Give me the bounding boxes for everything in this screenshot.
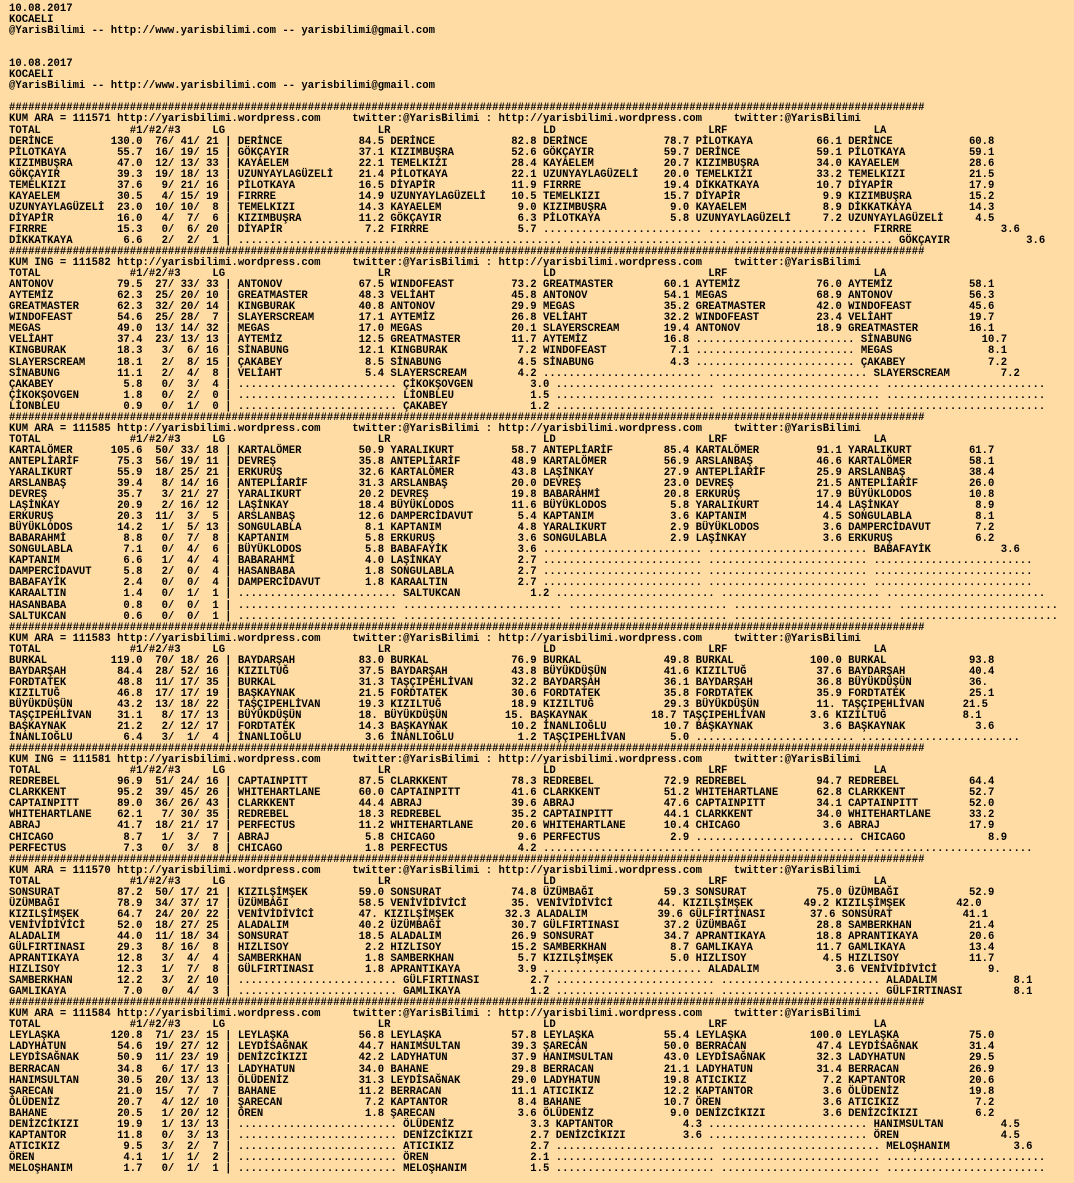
report-line: KIZIMBUŞRA 47.0 12/ 13/ 33 | KAYAELEM 22.1 TEMELKIZI 28.4 KAYAELEM 20.7 KIZIMBUŞRA 34.0 KAYAELEM 28.6 [9,157,995,170]
report-line: LEYLAŞKA 120.8 71/ 23/ 15 | LEYLAŞKA 56.8 LEYLAŞKA 57.8 LEYLAŞKA 55.4 LEYLAŞKA 100.0 LEYLAŞKA 75.0 [9,1030,995,1043]
report-line: KUM ARA = 111584 http://yarisbilimi.wordpress.com twitter:@YarisBilimi : http://yarisbilimi.wordpress.com twitter:@YarisBilimi [9,1008,861,1021]
report-line: KUM ARA = 111570 http://yarisbilimi.wordpress.com twitter:@YarisBilimi : http://yarisbilimi.wordpress.com twitter:@YarisBilimi [9,864,861,877]
report-line: DİYAPİR 16.0 4/ 7/ 6 | KIZIMBUŞRA 11.2 GÖKÇAYIR 6.3 PİLOTKAYA 5.8 UZUNYAYLAGÜZELİ 7.2 UZUNYAYLAGÜZELİ 4.5 [9,212,995,225]
report-line: BAŞKAYNAK 21.2 2/ 12/ 17 | FORDTATEK 14.3 BAŞKAYNAK 10.2 İNANLIOĞLU 10.7 BAŞKAYNAK 3.6 BAŞKAYNAK 3.6 [9,721,995,734]
report-line: LEYDİSAĞNAK 50.9 11/ 23/ 19 | DENİZCİKIZI 42.2 LADYHATUN 37.9 HANIMSULTAN 43.0 LEYDİSAĞNAK 32.3 LADYHATUN 29.5 [9,1052,995,1065]
report-line: BÜYÜKLODOS 14.2 1/ 5/ 13 | SONGULABLA 8.1 KAPTANIM 4.8 YARALIKURT 2.9 BÜYÜKLODOS 3.6 DAMPERCİDAVUT 7.2 [9,522,995,535]
report-line: ARSLANBAŞ 39.4 8/ 14/ 16 | ANTEPLİARİF 31.3 ARSLANBAŞ 20.0 DEVREŞ 23.0 DEVREŞ 21.5 ANTEPLİARİF 26.0 [9,478,995,491]
report-line: ################################################################################################################################################ [9,411,925,424]
report-line: BABARAHMİ 8.8 0/ 7/ 8 | KAPTANIM 5.8 ERKURUŞ 3.6 SONGULABLA 2.9 LAŞİNKAY 3.6 ERKURUŞ 6.2 [9,533,995,546]
report-line: TOTAL #1/#2/#3 LG LR LD LRF LA [9,765,887,778]
report-line: HASANBABA 0.8 0/ 0/ 1 | ......................... ......................... ......................... ......................... ......................... [9,599,1058,612]
report-line: 10.08.2017 [9,3,73,15]
report-line: ################################################################################################################################################ [9,102,925,115]
report-line: KUM ARA = 111571 http://yarisbilimi.wordpress.com twitter:@YarisBilimi : http://yarisbilimi.wordpress.com twitter:@YarisBilimi [9,113,861,126]
report-line: TOTAL #1/#2/#3 LG LR LD LRF LA [9,124,887,137]
report-line: ALADALIM 44.0 11/ 18/ 34 | SONSURAT 18.5 ALADALIM 26.9 SONSURAT 34.7 APRANTIKAYA 18.8 APRANTIKAYA 20.6 [9,930,995,943]
report-line: @YarisBilimi -- http://www.yarisbilimi.com -- yarisbilimi@gmail.com [9,80,435,93]
report-line: 10.08.2017 [9,58,73,71]
report-line: ÜZÜMBAĞI 78.9 34/ 37/ 17 | ÜZÜMBAĞI 58.5 VENİVİDİVİCİ 35. VENİVİDİVİCİ 44. KIZILŞİMŞEK 49.2 KIZILŞİMŞEK 42.0 [9,897,982,910]
report-line: DEVREŞ 35.7 3/ 21/ 27 | YARALIKURT 20.2 DEVREŞ 19.8 BABARAHMİ 20.8 ERKURUŞ 17.9 BÜYÜKLODOS 10.8 [9,489,995,502]
report-line: FIRRRE 15.3 0/ 6/ 20 | DİYAPİR 7.2 FIRRRE 5.7 ......................... ......................... FIRRRE 3.6 [9,223,1020,236]
report-line: REDREBEL 96.9 51/ 24/ 16 | CAPTAINPITT 87.5 CLARKKENT 78.3 REDREBEL 72.9 REDREBEL 94.7 REDREBEL 64.4 [9,776,995,789]
report-line: ŞARECAN 21.0 15/ 7/ 7 | BAHANE 11.2 BERRACAN 11.1 ATICIKIZ 12.2 KAPTANTOR 3.6 ÖLÜDENİZ 19.8 [9,1085,995,1098]
report-line: LİONBLEU 0.9 0/ 1/ 0 | ......................... ÇAKABEY 1.2 ......................... ......................... ......................... [9,400,1046,413]
report-line: DAMPERCİDAVUT 5.8 2/ 0/ 4 | HASANBABA 1.8 SONGULABLA 2.7 ......................... ......................... ......................... [9,566,1033,579]
report-line: ################################################################################################################################################ [9,853,925,866]
report-line: LADYHATUN 54.6 19/ 27/ 12 | LEYDİSAĞNAK 44.7 HANIMSULTAN 39.3 ŞARECAN 50.0 BERRACAN 47.4 LEYDİSAĞNAK 31.4 [9,1041,995,1054]
report-line: SLAYERSCREAM 18.1 2/ 8/ 15 | ÇAKABEY 8.5 SİNABUNG 4.5 SİNABUNG 4.3 ......................... ÇAKABEY 7.2 [9,356,1008,369]
report-line: KUM ARA = 111585 http://yarisbilimi.wordpress.com twitter:@YarisBilimi : http://yarisbilimi.wordpress.com twitter:@YarisBilimi [9,422,861,435]
report-line: KUM ING = 111581 http://yarisbilimi.wordpress.com twitter:@YarisBilimi : http://yarisbilimi.wordpress.com twitter:@YarisBilimi [9,754,861,767]
report-line: UZUNYAYLAGÜZELİ 23.0 10/ 10/ 8 | TEMELKIZI 14.3 KAYAELEM 9.0 KIZIMBUŞRA 9.0 KAYAELEM 8.9 DİKKATKAYA 14.3 [9,201,995,214]
report-line: ################################################################################################################################################ [9,621,925,634]
report-line: @YarisBilimi -- http://www.yarisbilimi.com -- yarisbilimi@gmail.com [9,25,435,38]
report-line: ÇAKABEY 5.8 0/ 3/ 4 | ......................... ÇİKOKŞOVGEN 3.0 ......................... ......................... ......................... [9,378,1046,391]
report-line: GÖKÇAYIR 39.3 19/ 18/ 13 | UZUNYAYLAGÜZELİ 21.4 PİLOTKAYA 22.1 UZUNYAYLAGÜZELİ 20.0 TEMELKIZI 33.2 TEMELKIZI 21.5 [9,168,995,181]
report-line: İNANLIOĞLU 6.4 3/ 1/ 4 | İNANLIOĞLU 3.6 İNANLIOĞLU 1.2 TAŞÇIPEHLİVAN 5.0 ......................... ......................... [9,732,1020,745]
report-line: ################################################################################################################################################ [9,743,925,756]
report-line: AYTEMİZ 62.3 25/ 20/ 10 | GREATMASTER 48.3 VELİAHT 45.8 ANTONOV 54.1 MEGAS 68.9 ANTONOV 56.3 [9,290,995,303]
report-line: CLARKKENT 95.2 39/ 45/ 26 | WHITEHARTLANE 60.0 CAPTAINPITT 41.6 CLARKKENT 51.2 WHITEHARTLANE 62.8 CLARKKENT 52.7 [9,787,995,800]
report-line: ÖREN 4.1 1/ 1/ 2 | ......................... ÖREN 2.1 ......................... ......................... ......................... [9,1151,1046,1164]
report-line: TOTAL #1/#2/#3 LG LR LD LRF LA [9,643,887,656]
report-line: GREATMASTER 62.3 32/ 20/ 14 | KINGBURAK 40.8 ANTONOV 29.9 MEGAS 35.2 GREATMASTER 42.0 WINDOFEAST 45.6 [9,301,995,314]
report-line: APRANTIKAYA 12.8 3/ 4/ 4 | SAMBERKHAN 1.8 SAMBERKHAN 5.7 KIZILŞİMŞEK 5.0 HIZLISOY 4.5 HIZLISOY 11.7 [9,953,995,966]
report-line: BURKAL 119.0 70/ 18/ 26 | BAYDARŞAH 83.0 BURKAL 76.9 BURKAL 49.8 BURKAL 100.0 BURKAL 93.8 [9,654,995,667]
report-line: LAŞİNKAY 20.9 2/ 16/ 12 | LAŞİNKAY 18.4 BÜYÜKLODOS 11.6 BÜYÜKLODOS 5.8 YARALIKURT 14.4 LAŞİNKAY 8.9 [9,500,995,513]
report-line: ÖLÜDENİZ 20.7 4/ 12/ 10 | ŞARECAN 7.2 KAPTANTOR 8.4 BAHANE 10.7 ÖREN 3.6 ATICIKIZ 7.2 [9,1096,995,1109]
report-line: ERKURUŞ 20.3 11/ 3/ 5 | ARSLANBAŞ 12.6 DAMPERCİDAVUT 5.4 KAPTANIM 3.6 KAPTANIM 4.5 SONGULABLA 8.1 [9,511,995,524]
report-line: MEGAS 49.0 13/ 14/ 32 | MEGAS 17.0 MEGAS 20.1 SLAYERSCREAM 19.4 ANTONOV 18.9 GREATMASTER 16.1 [9,323,995,336]
report-line [9,37,1074,48]
report-line: TEMELKIZI 37.6 9/ 21/ 16 | PİLOTKAYA 16.5 DİYAPİR 11.9 FIRRRE 19.4 DİKKATKAYA 10.7 DİYAPİR 17.9 [9,179,995,192]
report-line: BERRACAN 34.8 6/ 17/ 13 | LADYHATUN 34.0 BAHANE 29.8 BERRACAN 21.1 LADYHATUN 31.4 BERRACAN 26.9 [9,1063,995,1076]
report-line: YARALIKURT 55.9 18/ 25/ 21 | ERKURUŞ 32.6 KARTALÖMER 43.8 LAŞİNKAY 27.9 ANTEPLİARİF 25.9 ARSLANBAŞ 38.4 [9,466,995,479]
report-line: GÜLFIRTINASI 29.3 8/ 16/ 8 | HIZLISOY 2.2 HIZLISOY 15.2 SAMBERKHAN 8.7 GAMLIKAYA 11.7 GAMLIKAYA 13.4 [9,941,995,954]
report-line: TOTAL #1/#2/#3 LG LR LD LRF LA [9,875,887,888]
report-line: ANTEPLİARİF 75.3 56/ 19/ 11 | DEVREŞ 35.8 ANTEPLİARİF 48.9 KARTALÖMER 56.9 ARSLANBAŞ 46.6 KARTALÖMER 58.1 [9,455,995,468]
report-line: DERİNCE 130.0 76/ 41/ 21 | DERİNCE 84.5 DERİNCE 82.8 DERİNCE 78.7 PİLOTKAYA 66.1 DERİNCE 60.8 [9,135,995,148]
report-line: CAPTAINPITT 89.0 36/ 26/ 43 | CLARKKENT 44.4 ABRAJ 39.6 ABRAJ 47.6 CAPTAINPITT 34.1 CAPTAINPITT 52.0 [9,798,995,811]
report-line: HIZLISOY 12.3 1/ 7/ 8 | GÜLFIRTINASI 1.8 APRANTIKAYA 3.9 ......................... ALADALIM 3.6 VENİVİDİVİCİ 9. [9,964,1001,977]
report-line: VENİVİDİVİCİ 52.0 18/ 27/ 25 | ALADALIM 40.2 ÜZÜMBAĞI 30.7 GÜLFIRTINASI 37.2 ÜZÜMBAĞI 28.8 SAMBERKHAN 21.4 [9,919,995,932]
report-line: DENİZCİKIZI 19.9 1/ 13/ 13 | ......................... ÖLÜDENİZ 3.3 KAPTANTOR 4.3 ......................... HANIMSULTAN 4.5 [9,1118,1020,1131]
report-line: SAMBERKHAN 12.2 3/ 2/ 10 | ......................... GÜLFIRTINASI 2.7 ......................... ......................... ALADALIM 8.1 [9,975,1033,988]
report-line: KAPTANTOR 11.8 0/ 3/ 13 | ......................... DENİZCİKIZI 2.7 DENİZCİKIZI 3.6 ......................... ÖREN 4.5 [9,1129,1020,1142]
report-line: VELİAHT 37.4 23/ 13/ 13 | AYTEMİZ 12.5 GREATMASTER 11.7 AYTEMİZ 16.8 ......................... SİNABUNG 10.7 [9,334,1008,347]
report-line: WHITEHARTLANE 62.1 7/ 30/ 35 | REDREBEL 18.3 REDREBEL 35.2 CAPTAINPITT 44.1 CLARKKENT 34.0 WHITEHARTLANE 33.2 [9,809,995,822]
report-line: SİNABUNG 11.1 2/ 4/ 8 | VELİAHT 5.4 SLAYERSCREAM 4.2 ......................... ......................... SLAYERSCREAM 7.2 [9,367,1020,380]
report-line: KINGBURAK 18.3 3/ 6/ 16 | SİNABUNG 12.1 KINGBURAK 7.2 WINDOFEAST 7.1 ......................... MEGAS 8.1 [9,345,1008,358]
report-line: BÜYÜKDÜŞÜN 43.2 13/ 18/ 22 | TAŞÇIPEHLİVAN 19.3 KIZILTUĞ 18.9 KIZILTUĞ 29.3 BÜYÜKDÜŞÜN 11. TAŞÇIPEHLİVAN 21.5 [9,698,989,711]
report-line: KAPTANIM 6.6 1/ 4/ 4 | BABARAHMİ 4.0 LAŞİNKAY 2.7 ......................... ......................... ......................... [9,555,1033,568]
report-line: KIZILŞİMŞEK 64.7 24/ 20/ 22 | VENİVİDİVİCİ 47. KIZILŞİMŞEK 32.3 ALADALIM 39.6 GÜLFIRTINASI 37.6 SONSURAT 41.1 [9,908,989,921]
report-line: ################################################################################################################################################ [9,246,925,259]
report-line: KOCAELI [9,69,54,82]
report-line: SALTUKCAN 0.6 0/ 0/ 1 | ......................... ......................... ......................... ......................... ......................... [9,610,1058,623]
report-line: KUM ING = 111582 http://yarisbilimi.wordpress.com twitter:@YarisBilimi : http://yarisbilimi.wordpress.com twitter:@YarisBilimi [9,257,861,270]
report-line: PİLOTKAYA 55.7 16/ 19/ 15 | GÖKÇAYIR 37.1 KIZIMBUŞRA 52.6 GÖKÇAYIR 59.7 DERİNCE 59.1 PİLOTKAYA 59.1 [9,146,995,159]
report-line: WINDOFEAST 54.6 25/ 28/ 7 | SLAYERSCREAM 17.1 AYTEMİZ 26.8 VELİAHT 32.2 WINDOFEAST 23.4 VELİAHT 19.7 [9,312,995,325]
report-line: HANIMSULTAN 30.5 20/ 13/ 13 | ÖLÜDENİZ 31.3 LEYDİSAĞNAK 29.0 LADYHATUN 19.8 ATICIKIZ 7.2 KAPTANTOR 20.6 [9,1074,995,1087]
report-line: BAYDARŞAH 84.4 28/ 52/ 16 | KIZILTUĞ 37.5 BAYDARŞAH 43.8 BÜYÜKDÜŞÜN 41.6 KIZILTUĞ 37.6 BAYDARŞAH 40.4 [9,665,995,678]
report-line: CHICAGO 8.7 1/ 3/ 7 | ABRAJ 5.8 CHICAGO 9.6 PERFECTUS 2.9 ......................... CHICAGO 8.9 [9,831,1008,844]
report-line: KARTALÖMER 105.6 50/ 33/ 18 | KARTALÖMER 50.9 YARALIKURT 58.7 ANTEPLİARİF 85.4 KARTALÖMER 91.1 YARALIKURT 61.7 [9,444,995,457]
report-line: KOCAELI [9,14,54,27]
report-line: KIZILTUĞ 46.8 17/ 17/ 19 | BAŞKAYNAK 21.5 FORDTATEK 30.6 FORDTATEK 35.8 FORDTATEK 35.9 FORDTATEK 25.1 [9,687,995,700]
report-line: SONGULABLA 7.1 0/ 4/ 6 | BÜYÜKLODOS 5.8 BABAFAYİK 3.6 ......................... ......................... BABAFAYİK 3.6 [9,544,1020,557]
report-line: GAMLIKAYA 7.0 0/ 4/ 3 | ......................... GAMLIKAYA 1.2 ......................... ......................... GÜLFIRTINASI 8.1 [9,986,1033,999]
report-line: BAHANE 20.5 1/ 20/ 12 | ÖREN 1.8 ŞARECAN 3.6 ÖLÜDENİZ 9.0 DENİZCİKIZI 3.6 DENİZCİKIZI 6.2 [9,1107,995,1120]
report-line: TOTAL #1/#2/#3 LG LR LD LRF LA [9,433,887,446]
report-line: TOTAL #1/#2/#3 LG LR LD LRF LA [9,1019,887,1032]
report-line: BABAFAYİK 2.4 0/ 0/ 4 | DAMPERCİDAVUT 1.8 KARAALTIN 2.7 ......................... ......................... ......................... [9,577,1033,590]
report-line: ABRAJ 41.7 18/ 21/ 17 | PERFECTUS 11.2 WHITEHARTLANE 20.6 WHITEHARTLANE 10.4 CHICAGO 3.6 ABRAJ 17.9 [9,820,995,833]
report-line: ANTONOV 79.5 27/ 33/ 33 | ANTONOV 67.5 WINDOFEAST 73.2 GREATMASTER 60.1 AYTEMİZ 76.0 AYTEMİZ 58.1 [9,279,995,292]
report-line: TOTAL #1/#2/#3 LG LR LD LRF LA [9,268,887,281]
report-line: PERFECTUS 7.3 0/ 3/ 8 | CHICAGO 1.8 PERFECTUS 4.2 ......................... ......................... ......................... [9,842,1033,855]
report-line: TAŞÇIPEHLİVAN 31.1 8/ 17/ 13 | BÜYÜKDÜŞÜN 18. BÜYÜKDÜŞÜN 15. BAŞKAYNAK 18.7 TAŞÇIPEHLİVAN 3.6 KIZILTUĞ 8.1 [9,710,982,722]
report-line: DİKKATKAYA 6.6 2/ 2/ 1 | ......................... ......................... ......................... ......................... GÖKÇAYIR 3.6 [9,234,1046,247]
report-line: KARAALTIN 1.4 0/ 1/ 1 | ......................... SALTUKCAN 1.2 ......................... ......................... ......................... [9,588,1046,601]
report-line [9,48,1074,59]
report-line: ################################################################################################################################################ [9,997,925,1010]
report-line: MELOŞHANIM 1.7 0/ 1/ 1 | ......................... MELOŞHANIM 1.5 ......................... ......................... ......................... [9,1162,1046,1175]
report-line: ATICIKIZ 9.5 3/ 2/ 7 | ......................... ATICIKIZ 2.7 ......................... ......................... MELOŞHANIM 3.6 [9,1140,1033,1153]
report-line: ÇİKOKŞOVGEN 1.8 0/ 2/ 0 | ......................... LİONBLEU 1.5 ......................... ......................... ......................... [9,389,1046,402]
report-line: FORDTATEK 48.8 11/ 17/ 35 | BURKAL 31.3 TAŞÇIPEHLİVAN 32.2 BAYDARŞAH 36.1 BAYDARŞAH 36.8 BÜYÜKDÜŞÜN 36. [9,676,989,689]
report-line: SONSURAT 87.2 50/ 17/ 21 | KIZILŞİMŞEK 59.0 SONSURAT 74.8 ÜZÜMBAĞI 59.3 SONSURAT 75.0 ÜZÜMBAĞI 52.9 [9,886,995,899]
report-line: KAYAELEM 30.5 4/ 15/ 19 | FIRRRE 14.9 UZUNYAYLAGÜZELİ 10.5 TEMELKIZI 15.7 DİYAPİR 9.9 KIZIMBUŞRA 15.2 [9,190,995,203]
report-line: KUM ARA = 111583 http://yarisbilimi.wordpress.com twitter:@YarisBilimi : http://yarisbilimi.wordpress.com twitter:@YarisBilimi [9,632,861,645]
